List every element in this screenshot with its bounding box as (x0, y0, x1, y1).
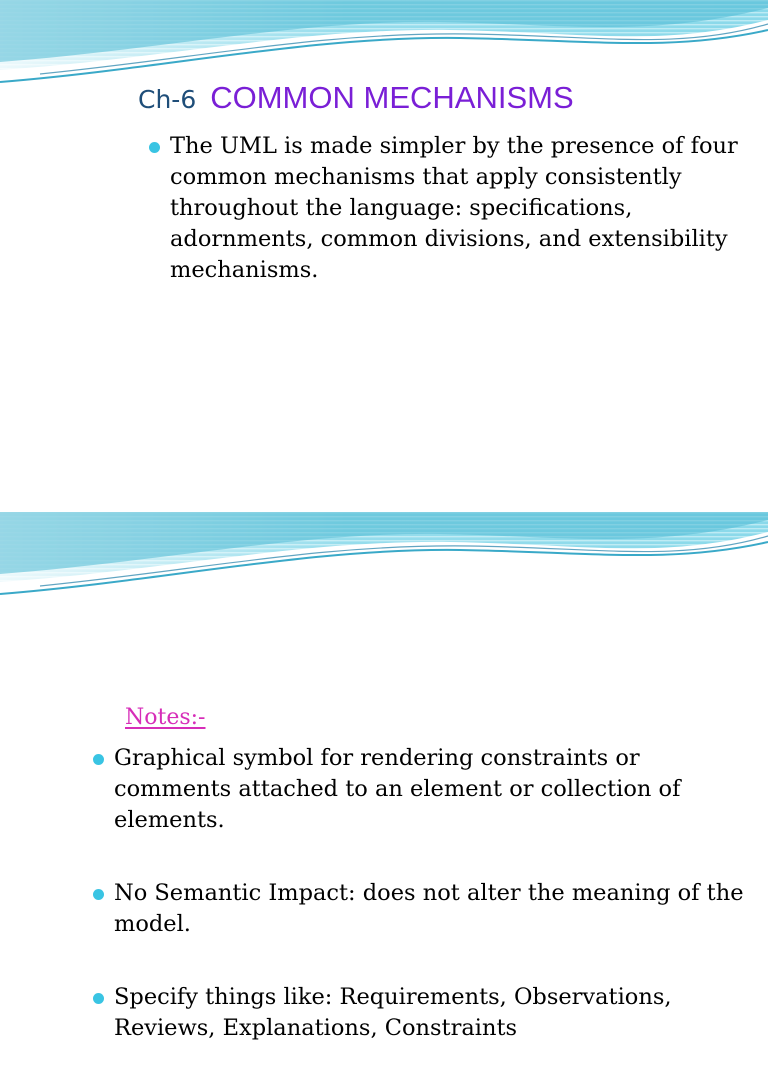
bullet-icon (93, 889, 104, 900)
notes-heading: Notes:- (125, 705, 206, 730)
page-title (138, 78, 574, 116)
list-item (114, 743, 754, 836)
chapter-label: Ch-6 (138, 85, 197, 114)
list-item-text: Graphical symbol for rendering constraints or comments attached to an element or collection of elements. (114, 745, 681, 833)
list-item-text: No Semantic Impact: does not alter the meaning of the model. (114, 880, 744, 937)
bullet-icon (93, 754, 104, 765)
bullet-list (114, 743, 754, 1086)
slide-1 (0, 0, 768, 512)
title-text: COMMON MECHANISMS (210, 80, 574, 115)
list-item (170, 131, 764, 286)
list-item-text: Specify things like: Requirements, Observations, Reviews, Explanations, Constraints (114, 984, 672, 1041)
slide-2 (0, 512, 768, 1041)
bullet-icon (149, 142, 160, 153)
bullet-icon (93, 993, 104, 1004)
list-item-text: The UML is made simpler by the presence of four common mechanisms that apply consistently throughout the language: specifications, adornments, common divisions, and extensibility mechanisms. (170, 133, 738, 283)
bullet-list (170, 131, 764, 286)
list-item (114, 982, 754, 1044)
header-swoosh-decoration (0, 512, 768, 622)
list-item (114, 878, 754, 940)
